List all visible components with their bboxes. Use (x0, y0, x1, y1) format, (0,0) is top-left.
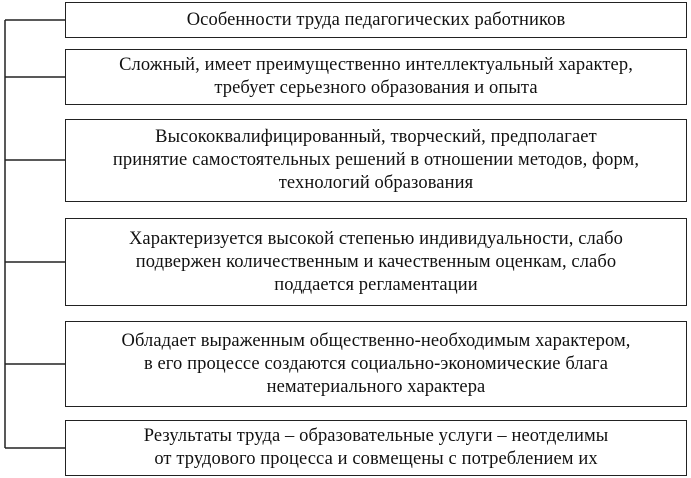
feature-2-line-1: Высококвалифицированный, творческий, предполагает (155, 127, 597, 147)
feature-1-line-1: Сложный, имеет преимущественно интеллектуальный характер, (119, 55, 633, 75)
feature-box-2 (65, 119, 687, 202)
feature-5-line-2: от трудового процесса и совмещены с потреблением их (154, 449, 598, 469)
feature-box-4 (65, 321, 687, 407)
feature-1-line-2: требует серьезного образования и опыта (214, 78, 538, 98)
diagram-title-box (65, 2, 687, 38)
feature-3-line-3: поддается регламентации (274, 274, 478, 295)
feature-box-3 (65, 218, 687, 306)
feature-text-5 (144, 425, 609, 471)
feature-4-line-3: нематериального характера (266, 376, 486, 397)
feature-4-line-1: Обладает выраженным общественно-необходимым характером, (121, 330, 631, 351)
feature-text-3 (129, 228, 623, 297)
feature-text-4 (122, 330, 631, 399)
feature-2-line-2: принятие самостоятельных решений в отношении методов, форм, (112, 150, 640, 170)
diagram-title: Особенности труда педагогических работников (186, 9, 566, 30)
feature-box-5 (65, 420, 687, 476)
feature-text-1 (119, 54, 633, 100)
feature-box-1 (65, 49, 687, 105)
feature-5-line-1: Результаты труда – образовательные услуги – неотделимы (143, 426, 609, 446)
feature-3-line-2: подвержен количественным и качественным оценкам, слабо (135, 251, 617, 272)
feature-4-line-2: в его процессе создаются социально-экономические блага (143, 353, 609, 374)
feature-text-2 (113, 126, 639, 195)
feature-3-line-1: Характеризуется высокой степенью индивидуальности, слабо (128, 228, 624, 249)
feature-2-line-3: технологий образования (278, 173, 474, 193)
